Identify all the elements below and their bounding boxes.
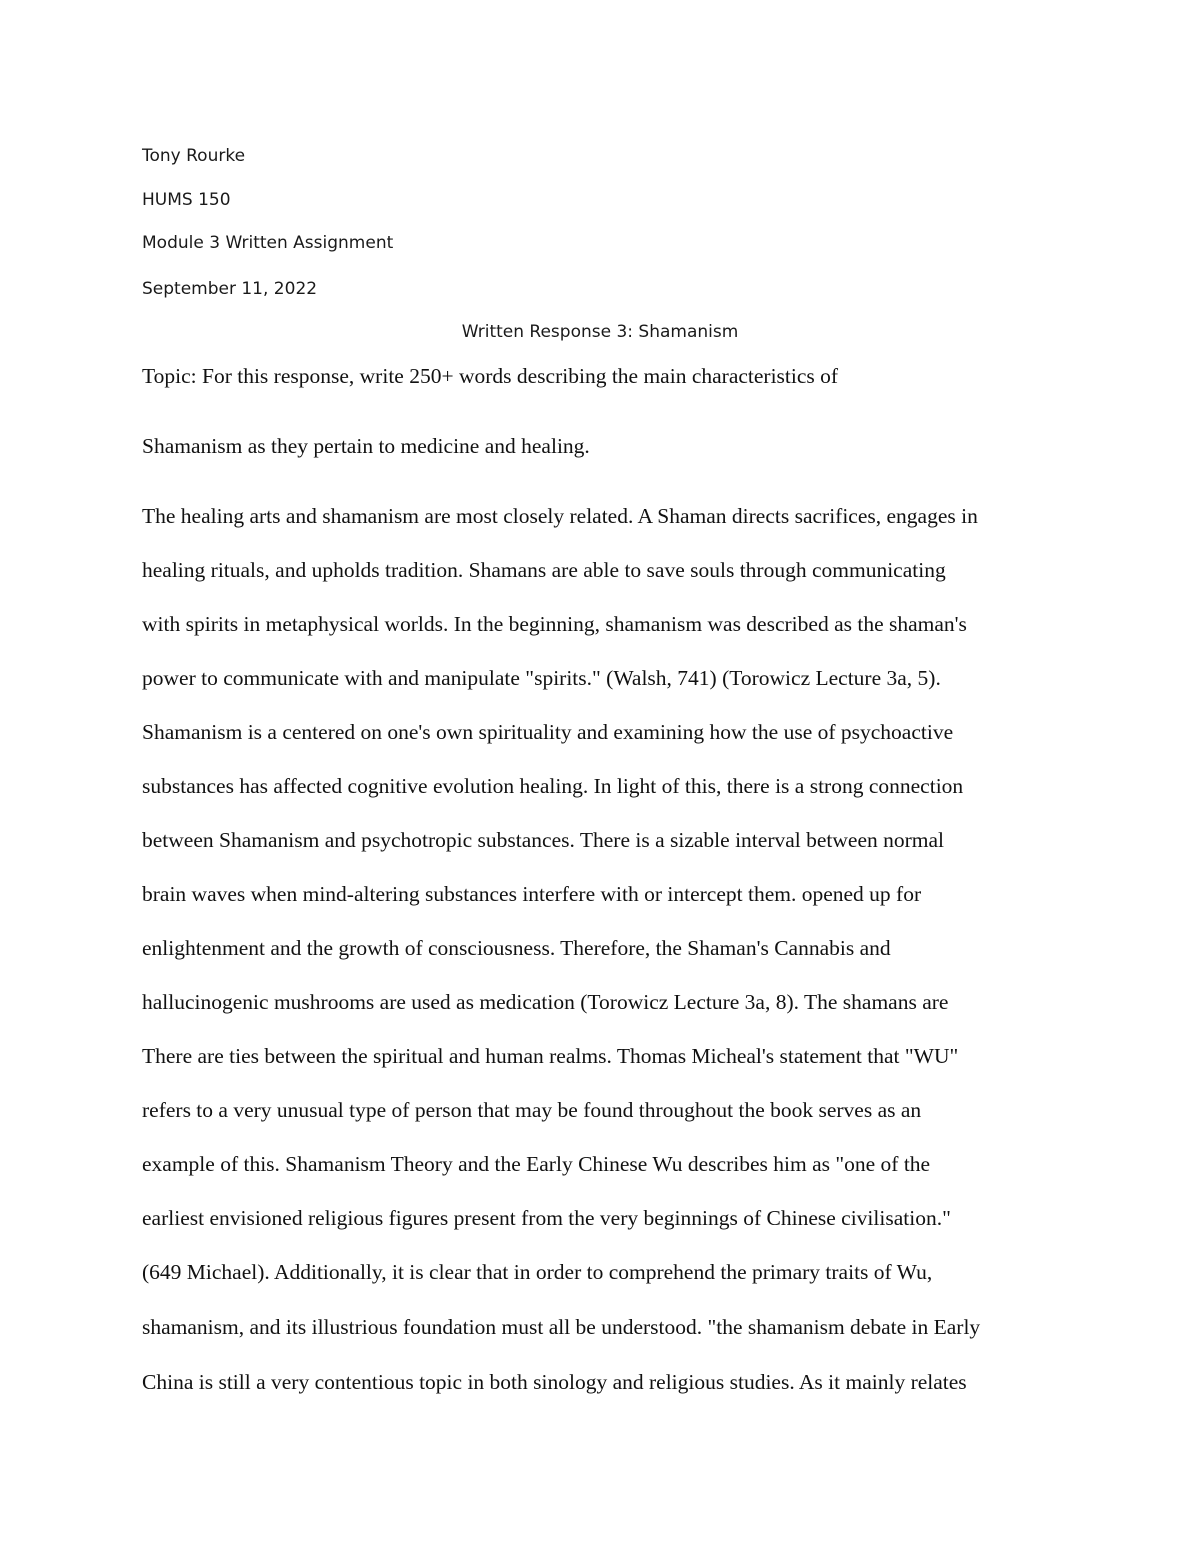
paragraph-line: China is still a very contentious topic in both sinology and religious studies. As it mainly relates <box>142 1370 967 1394</box>
paragraph-line: brain waves when mind-altering substances interfere with or intercept them. opened up for <box>142 882 922 906</box>
paragraph-line: earliest envisioned religious figures present from the very beginnings of Chinese civilisation." <box>142 1206 951 1230</box>
paragraph-line: shamanism, and its illustrious foundation must all be understood. "the shamanism debate in Early <box>142 1315 981 1339</box>
paragraph-line: substances has affected cognitive evolution healing. In light of this, there is a strong connection <box>142 774 964 798</box>
author-name: Tony Rourke <box>142 146 246 166</box>
paragraph-line: (649 Michael). Additionally, it is clear that in order to comprehend the primary traits of Wu, <box>142 1260 933 1284</box>
assignment-name: Module 3 Written Assignment <box>142 233 394 253</box>
topic-line: Shamanism as they pertain to medicine and healing. <box>142 434 590 458</box>
paragraph-line: with spirits in metaphysical worlds. In the beginning, shamanism was described as the shaman's <box>142 612 967 636</box>
paragraph-line: between Shamanism and psychotropic substances. There is a sizable interval between normal <box>142 828 945 852</box>
paragraph-line: example of this. Shamanism Theory and the Early Chinese Wu describes him as "one of the <box>142 1152 931 1176</box>
course-code: HUMS 150 <box>142 190 231 210</box>
paragraph-line: power to communicate with and manipulate "spirits." (Walsh, 741) (Torowicz Lecture 3a, 5). <box>142 666 941 690</box>
paragraph-line: hallucinogenic mushrooms are used as medication (Torowicz Lecture 3a, 8). The shamans are <box>142 990 949 1014</box>
topic-line: Topic: For this response, write 250+ words describing the main characteristics of <box>142 364 839 388</box>
assignment-date: September 11, 2022 <box>142 279 318 299</box>
paragraph-line: refers to a very unusual type of person that may be found throughout the book serves as an <box>142 1098 922 1122</box>
document-title: Written Response 3: Shamanism <box>461 322 739 342</box>
paragraph-line: There are ties between the spiritual and human realms. Thomas Micheal's statement that "WU" <box>142 1044 959 1068</box>
paragraph-line: healing rituals, and upholds tradition. Shamans are able to save souls through communicating <box>142 558 946 582</box>
paragraph-line: Shamanism is a centered on one's own spirituality and examining how the use of psychoactive <box>142 720 954 744</box>
paragraph-line: enlightenment and the growth of consciousness. Therefore, the Shaman's Cannabis and <box>142 936 891 960</box>
paragraph-line: The healing arts and shamanism are most closely related. A Shaman directs sacrifices, engages in <box>142 504 978 528</box>
